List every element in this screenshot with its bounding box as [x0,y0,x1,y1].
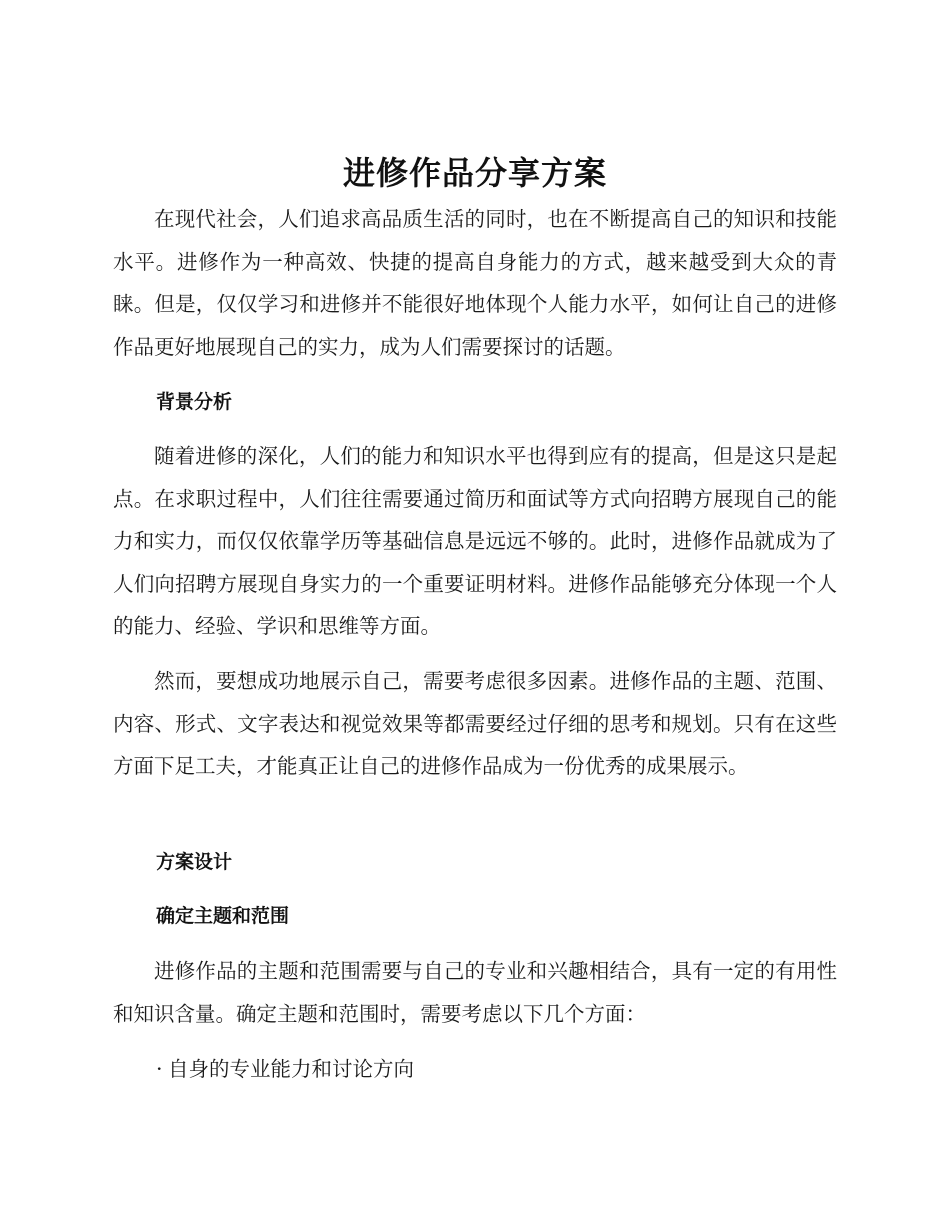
list-item [156,1054,414,1084]
bullet-marker: · [156,1057,163,1081]
section-heading-background: 背景分析 [156,391,233,413]
topic-scope-paragraph: 进修作品的主题和范围需要与自己的专业和兴趣相结合，具有一定的有用性和知识含量。确定主题和范围时，需要考虑以下几个方面： [113,959,837,1026]
list-item-text: 自身的专业能力和讨论方向 [168,1057,414,1081]
background-paragraph-2: 然而，要想成功地展示自己，需要考虑很多因素。进修作品的主题、范围、内容、形式、文字表达和视觉效果等都需要经过仔细的思考和规划。只有在这些方面下足工夫，才能真正让自己的进修作品成为一份优秀的成果展示。 [113,669,837,778]
intro-paragraph: 在现代社会，人们追求高品质生活的同时，也在不断提高自己的知识和技能水平。进修作为一种高效、快捷的提高自身能力的方式，越来越受到大众的青睐。但是，仅仅学习和进修并不能很好地体现个人能力水平，如何让自己的进修作品更好地展现自己的实力，成为人们需要探讨的话题。 [113,207,837,359]
background-paragraph-1: 随着进修的深化，人们的能力和知识水平也得到应有的提高，但是这只是起点。在求职过程中，人们往往需要通过简历和面试等方式向招聘方展现自己的能力和实力，而仅仅依靠学历等基础信息是远远不够的。此时，进修作品就成为了人们向招聘方展现自身实力的一个重要证明材料。进修作品能够充分体现一个人的能力、经验、学识和思维等方面。 [113,444,837,638]
section-heading-plan-design: 方案设计 [156,851,233,873]
subsection-heading-topic-scope: 确定主题和范围 [156,905,290,927]
document-title: 进修作品分享方案 [342,154,607,192]
